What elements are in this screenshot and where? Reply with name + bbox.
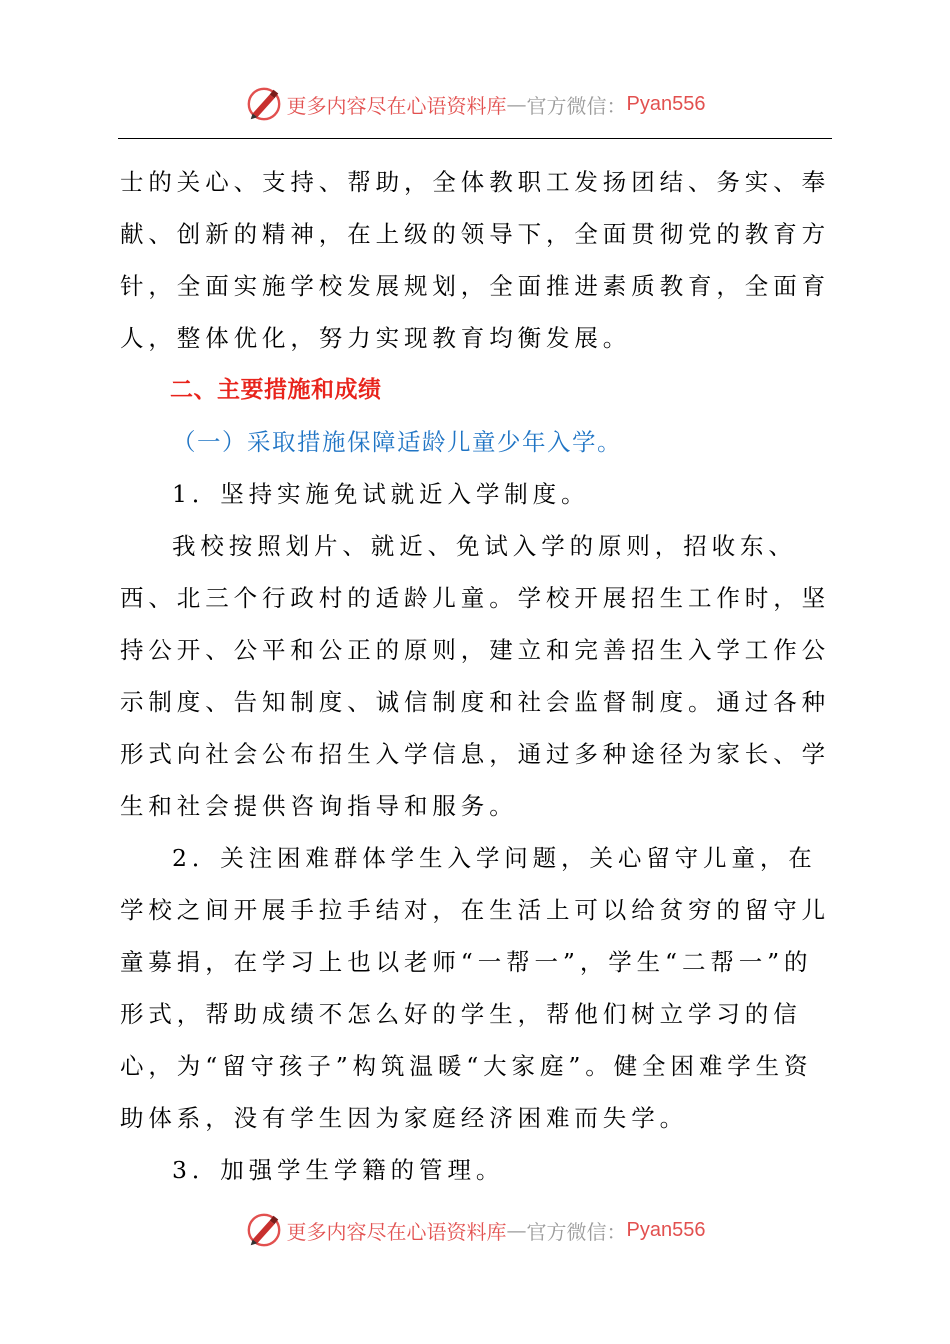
- banner-site-text: 更多内容尽在心语资料库: [286, 93, 507, 118]
- paragraph-continuation: 士的关心、支持、帮助，全体教职工发扬团结、务实、奉献、创新的精神，在上级的领导下，全面贯彻党的教育方针，全面实施学校发展规划，全面推进素质教育，全面育人，整体优化，努力实现教育均衡发展。: [120, 168, 830, 352]
- section-heading: 二、主要措施和成绩: [170, 377, 382, 403]
- paragraph-enrollment: 我校按照划片、就近、免试入学的原则，招收东、西、北三个行政村的适龄儿童。学校开展招生工作时，坚持公开、公平和公正的原则，建立和完善招生入学工作公示制度、告知制度、诚信制度和社会监督制度。通过各种形式向社会公布招生入学信息，通过多种途径为家长、学生和社会提供咨询指导和服务。: [120, 532, 830, 820]
- footer-dash: —: [506, 1218, 527, 1242]
- item-1-title: 1．坚持实施免试就近入学制度。: [172, 480, 590, 508]
- paragraph-left-behind-children: 2．关注困难群体学生入学问题，关心留守儿童，在学校之间开展手拉手结对，在生活上可以给贫穷的留守儿童募捐，在学习上也以老师“一帮一”，学生“二帮一”的形式，帮助成绩不怎么好的学生，帮他们树立学习的信心，为“留守孩子”构筑温暖“大家庭”。健全困难学生资助体系，没有学生因为家庭经济困难而失学。: [120, 844, 830, 1132]
- pen-logo-icon: [245, 85, 283, 123]
- banner-wechat-label: 官方微信：: [526, 93, 627, 118]
- subsection-heading: （一）采取措施保障适龄儿童少年入学。: [172, 428, 622, 456]
- item-3-title: 3．加强学生学籍的管理。: [172, 1156, 505, 1184]
- header-divider: [118, 138, 832, 139]
- footer-wechat-label: 官方微信：: [526, 1219, 627, 1244]
- footer-wechat-id: Pyan556: [626, 1218, 706, 1241]
- banner-wechat-id: Pyan556: [626, 92, 706, 115]
- document-body: [120, 156, 836, 1196]
- footer-banner: [0, 1208, 950, 1252]
- header-banner: [0, 82, 950, 126]
- banner-dash: —: [506, 92, 527, 116]
- pen-logo-icon: [245, 1211, 283, 1249]
- footer-site-text: 更多内容尽在心语资料库: [286, 1219, 507, 1244]
